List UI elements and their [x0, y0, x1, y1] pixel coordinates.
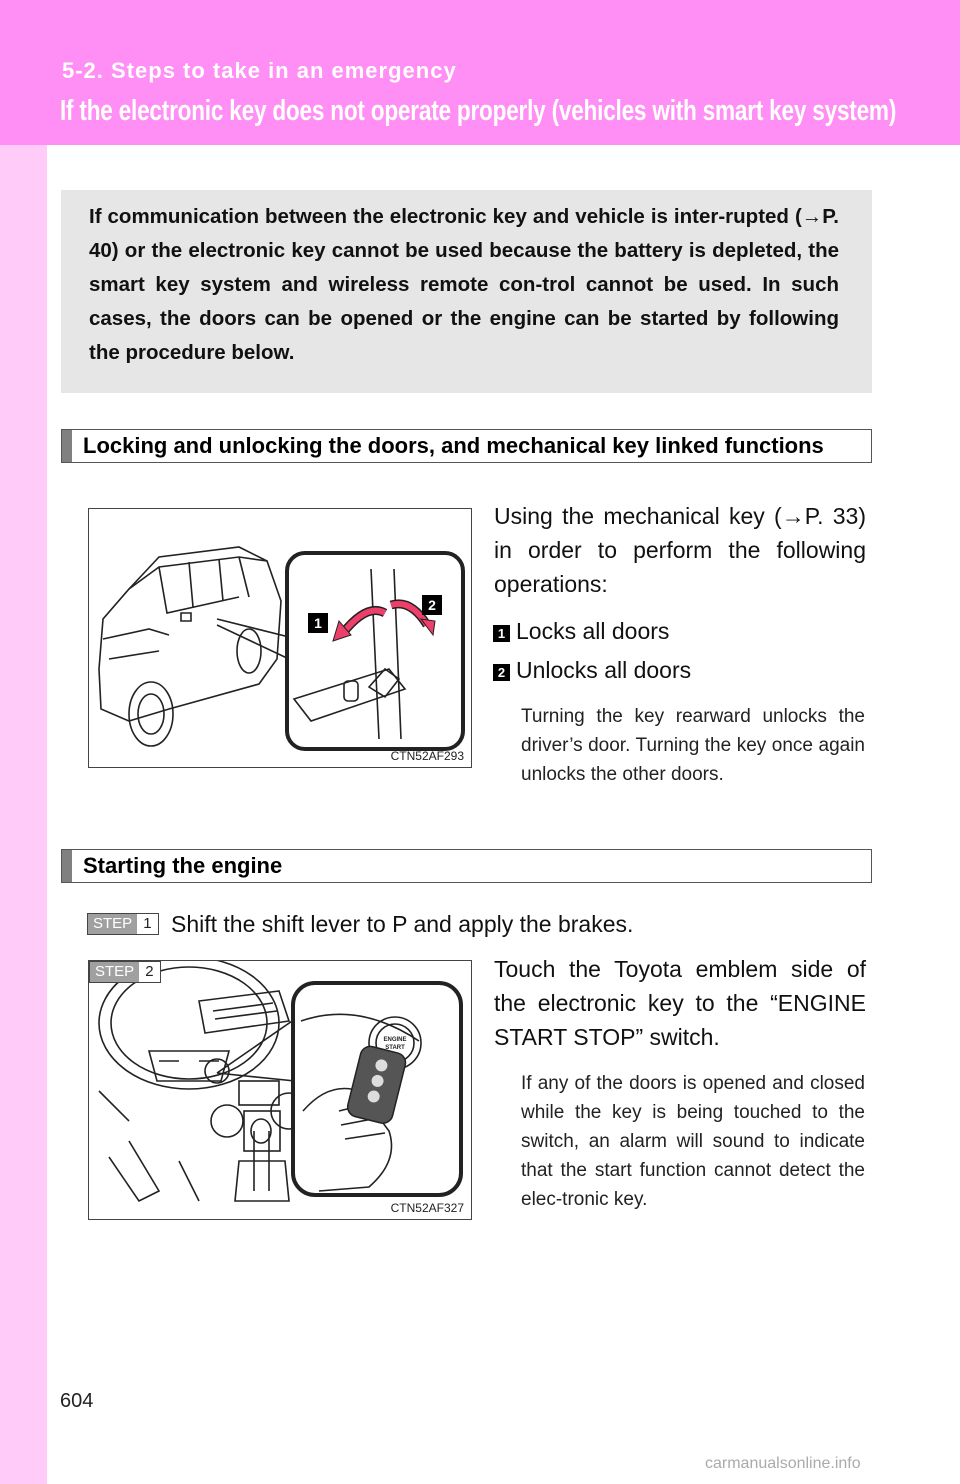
heading-accent — [62, 850, 72, 882]
unlock-note: Turning the key rearward unlocks the driver’s door. Turning the key once again unlocks the other doors. — [521, 706, 865, 785]
intro-box — [61, 190, 872, 393]
heading-text: Starting the engine — [83, 853, 283, 878]
heading-accent — [62, 430, 72, 462]
step-2-badge — [89, 961, 161, 983]
list-item-label: Locks all doors — [516, 618, 670, 644]
callout-2: 2 — [428, 597, 436, 613]
figure-code: CTN52AF327 — [390, 1201, 464, 1215]
button-text-engine: ENGINE — [383, 1037, 407, 1043]
page-title: If the electronic key does not operate properly (vehicles with smart key system) — [60, 95, 897, 127]
step-word: STEP — [90, 962, 139, 982]
intro-text: If communication between the electronic key and vehicle is inter-rupted (→P. 40) or the electronic key cannot be used because the battery is depleted, the smart key system and wireless remote con-trol cannot be used. In such cases, the doors can be opened or the engine can be started by following the procedure below. — [89, 205, 839, 364]
door-key-illustration — [89, 509, 472, 768]
step-1-text: Shift the shift lever to P and apply the brakes. — [171, 911, 634, 937]
page-number: 604 — [60, 1390, 94, 1412]
page-sidebar-strip — [0, 145, 47, 1484]
engine-start-illustration — [89, 961, 472, 1220]
step-word: STEP — [88, 914, 137, 934]
callout-1: 1 — [314, 615, 322, 631]
step-number: 2 — [145, 963, 154, 980]
step-1-badge — [87, 913, 159, 935]
section-label: 5-2. Steps to take in an emergency — [62, 58, 457, 83]
list-item-label: Unlocks all doors — [516, 657, 692, 683]
watermark: carmanualsonline.info — [705, 1455, 861, 1472]
figure-code: CTN52AF293 — [390, 749, 464, 763]
list-item-lock — [493, 618, 669, 645]
step-2-text: Touch the Toyota emblem side of the electronic key to the “ENGINE START STOP” switch. — [494, 956, 866, 1050]
step-number: 1 — [143, 915, 152, 932]
mechanical-key-text: Using the mechanical key (→P. 33) in order to perform the following operations: — [494, 503, 866, 597]
number-icon: 1 — [493, 625, 510, 642]
section-heading-engine — [61, 849, 872, 883]
heading-text: Locking and unlocking the doors, and mechanical key linked functions — [83, 433, 824, 458]
figure-engine-start — [88, 960, 472, 1220]
button-text-start: START — [385, 1045, 405, 1051]
step-2-note: If any of the doors is opened and closed while the key is being touched to the switch, an alarm will sound to indicate that the start function cannot detect the elec-tronic key. — [521, 1073, 865, 1210]
list-item-unlock — [493, 657, 691, 684]
figure-door-key — [88, 508, 472, 768]
page-header — [0, 0, 960, 145]
number-icon: 2 — [493, 664, 510, 681]
section-heading-doors — [61, 429, 872, 463]
